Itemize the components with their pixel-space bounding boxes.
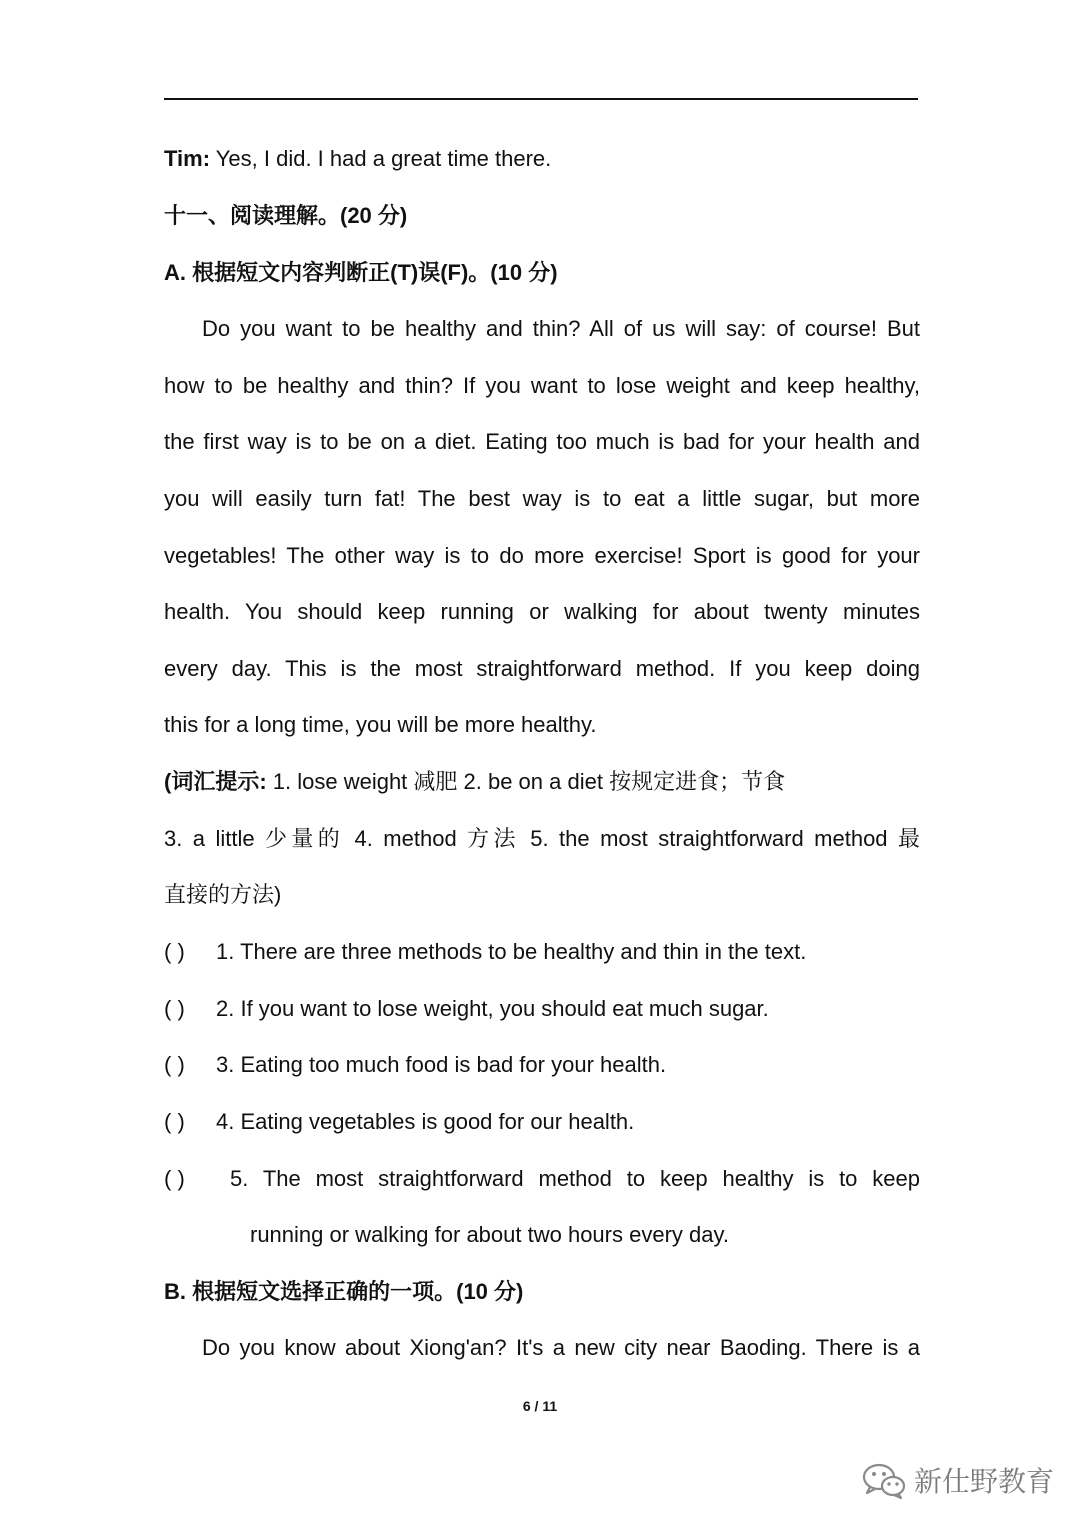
answer-blank[interactable]: ( )	[164, 939, 185, 964]
part-b-heading: B. 根据短文选择正确的一项。(10 分)	[164, 1279, 524, 1304]
question-text: 1. There are three methods to be healthy and thin in the text.	[216, 939, 807, 964]
question-item	[164, 1050, 920, 1080]
question-item	[164, 1164, 920, 1194]
passage-line: the first way is to be on a diet. Eating too much is bad for your health and	[164, 429, 920, 454]
question-text: 3. Eating too much food is bad for your health.	[216, 1052, 667, 1077]
passage-line: vegetables! The other way is to do more exercise! Sport is good for your	[164, 543, 920, 568]
speaker-name: Tim:	[164, 146, 211, 171]
answer-blank[interactable]: ( )	[164, 1052, 185, 1077]
top-rule	[164, 98, 918, 100]
question-text: 5. The most straightforward method to keep healthy is to keep	[230, 1166, 920, 1191]
wechat-icon	[860, 1460, 908, 1500]
vocab-hint-line	[164, 767, 920, 797]
passage-line: every day. This is the most straightforward method. If you keep doing	[164, 656, 920, 681]
watermark	[860, 1458, 1054, 1502]
passage-line: this for a long time, you will be more healthy.	[164, 712, 597, 737]
vocab-hint-line: 直接的方法)	[164, 882, 282, 907]
answer-blank[interactable]: ( )	[164, 1166, 185, 1191]
question-text: 4. Eating vegetables is good for our health.	[216, 1109, 635, 1134]
passage-line: Do you know about Xiong'an? It's a new city near Baoding. There is a	[202, 1335, 920, 1360]
question-item	[164, 1107, 920, 1137]
dialogue-text: Yes, I did. I had a great time there.	[210, 146, 552, 171]
part-a-heading: A. 根据短文内容判断正(T)误(F)。(10 分)	[164, 260, 558, 285]
vocab-hint-line: 3. a little 少量的 4. method 方法 5. the most straightforward method 最	[164, 826, 920, 851]
passage-line: how to be healthy and thin? If you want to lose weight and keep healthy,	[164, 373, 920, 398]
passage-line: Do you want to be healthy and thin? All of us will say: of course! But	[202, 316, 920, 341]
question-item	[164, 994, 920, 1024]
passage-line: you will easily turn fat! The best way is to eat a little sugar, but more	[164, 486, 920, 511]
watermark-text: 新仕野教育	[914, 1465, 1055, 1498]
answer-blank[interactable]: ( )	[164, 1109, 185, 1134]
page-number: 6 / 11	[522, 1398, 558, 1414]
question-text: 2. If you want to lose weight, you should eat much sugar.	[216, 996, 769, 1021]
passage-line: health. You should keep running or walking for about twenty minutes	[164, 599, 920, 624]
vocab-label: (词汇提示:	[164, 769, 267, 794]
question-item	[164, 937, 920, 967]
question-text-continued: running or walking for about two hours every day.	[250, 1222, 729, 1247]
section-title: 十一、阅读理解。(20 分)	[164, 203, 408, 228]
vocab-text: 1. lose weight 减肥 2. be on a diet 按规定进食；节食	[266, 769, 786, 794]
answer-blank[interactable]: ( )	[164, 996, 185, 1021]
dialogue-line	[164, 144, 920, 174]
